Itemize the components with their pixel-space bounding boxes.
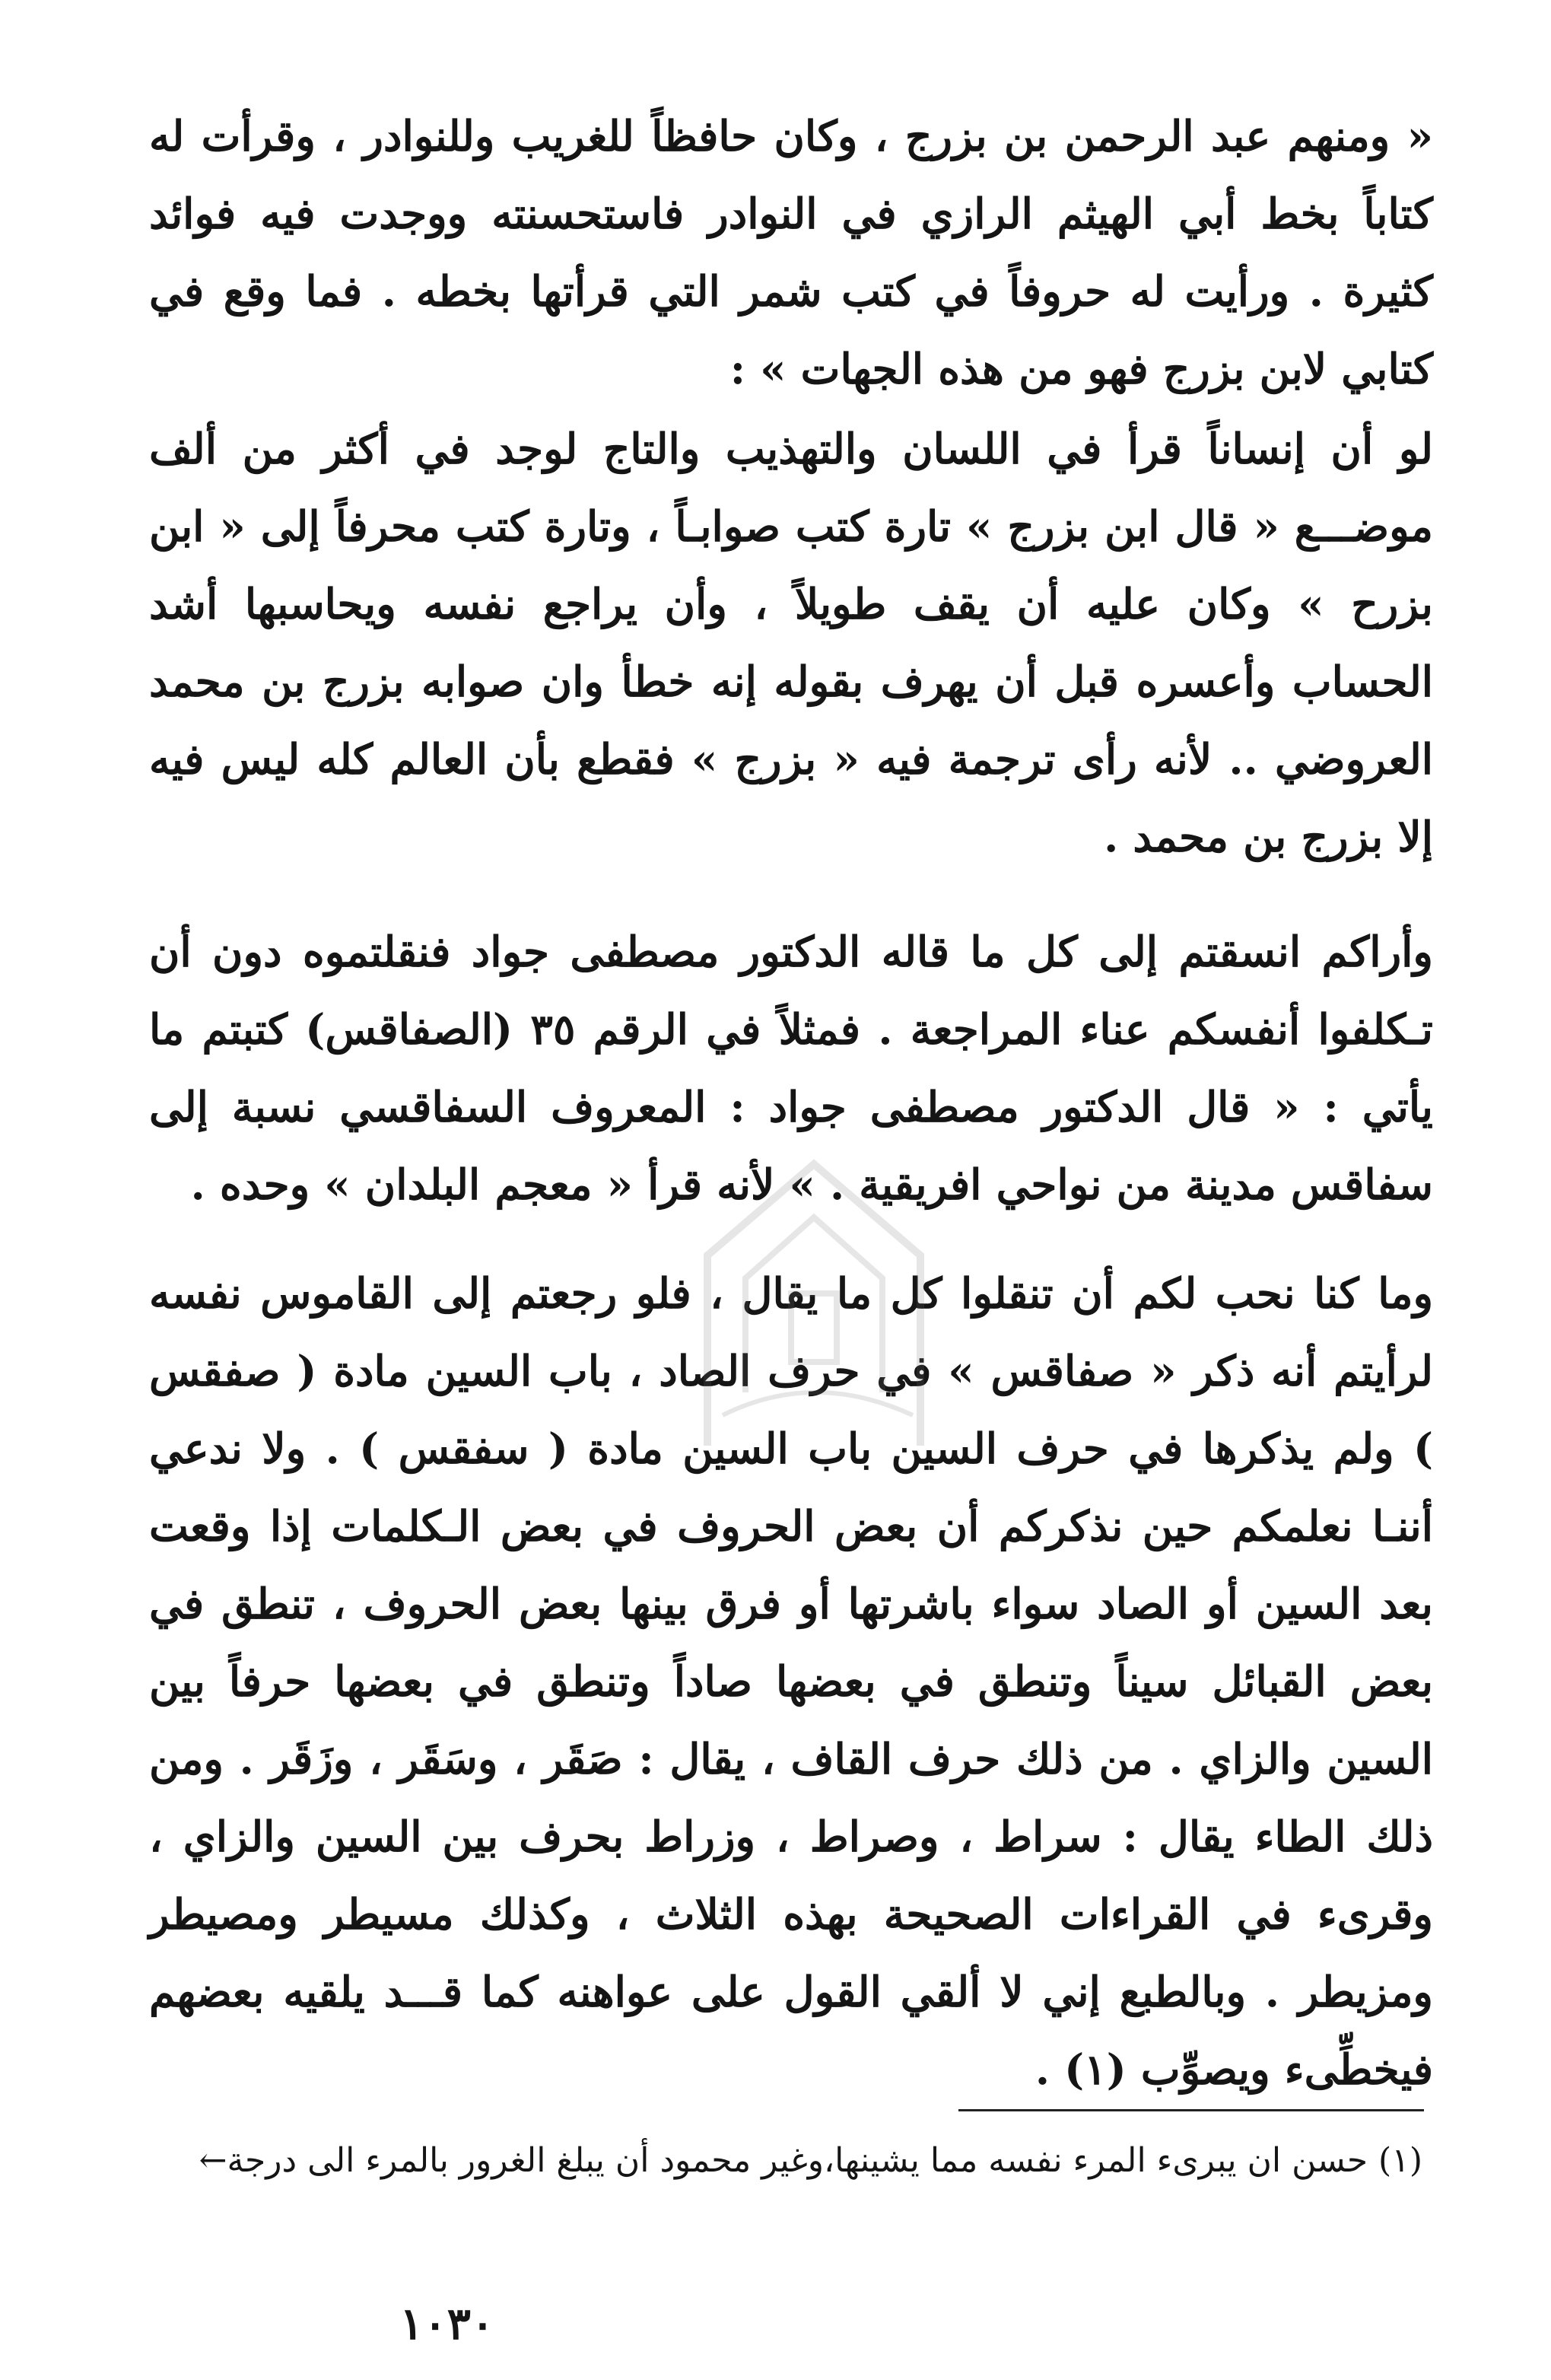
paragraph-4: وما كنا نحب لكم أن تنقلوا كل ما يقال ، فلو رجعتم إلى القاموس نفسه لرأيتم أنه ذكر « صفاقس » في حرف الصاد ، باب السين مادة ( صفقس ) ولم يذكرها في حرف السين باب السين مادة ( سفقس ) . ولا ندعي أننـا نعلمكم حين نذكركم أن بعض الحروف في بعض الـكلمات إذا وقعت بعد السين أو الصاد سواء باشرتها أو فرق بينها بعض الحروف ، تنطق في بعض القبائل سيناً وتنطق في بعضها صاداً وتنطق في بعضها حرفاً بين السين والزاي . من ذلك حرف القاف ، يقال : صَقَر ، وسَقَر ، وزَقَر . ومن ذلك الطاء يقال : سراط ، وصراط ، وزراط بحرف بين السين والزاي ، وقرىء في القراءات الصحيحة بهذه الثلاث ، وكذلك مسيطر ومصيطر ومزيطر . وبالطبع إني لا ألقي القول على عواهنه كما قـــد يلقيه بعضهم فيخطِّىء ويصوِّب (١) . [149,1268,1433,2094]
footnote-divider [958,2109,1424,2111]
library-seal-watermark-icon [662,1141,966,1461]
footnote-text: (١) حسن ان يبرىء المرء نفسه مما يشينها،وغير محمود أن يبلغ الغرور بالمرء الى درجة← [199,2141,1422,2180]
paragraph-2: لو أن إنساناً قرأ في اللسان والتهذيب والتاج لوجد في أكثر من ألف موضـــع « قال ابن بزرج » تارة كتب صوابـاً ، وتارة كتب محرفاً إلى « ابن بزرح » وكان عليه أن يقف طويلاً ، وأن يراجع نفسه ويحاسبها أشد الحساب وأعسره قبل أن يهرف بقوله إنه خطأ وان صوابه بزرج بن محمد العروضي .. لأنه رأى ترجمة فيه « بزرج » فقطع بأن العالم كله ليس فيه إلا بزرج بن محمد . [149,424,1433,861]
paragraph-3: وأراكم انسقتم إلى كل ما قاله الدكتور مصطفى جواد فنقلتموه دون أن تـكلفوا أنفسكم عناء المراجعة . فمثلاً في الرقم ٣٥ (الصفاقس) كتبتم ما يأتي : « قال الدكتور مصطفى جواد : المعروف السفاقسي نسبة إلى سفاقس مدينة من نواحي افريقية . » لأنه قرأ « معجم البلدان » وحده . [149,927,1433,1209]
paragraph-1: « ومنهم عبد الرحمن بن بزرج ، وكان حافظاً للغريب وللنوادر ، وقرأت له كتاباً بخط أبي الهيثم الرازي في النوادر فاستحسنته ووجدت فيه فوائد كثيرة . ورأيت له حروفاً في كتب شمر التي قرأتها بخطه . فما وقع في كتابي لابن بزرج فهو من هذه الجهات » : [149,111,1433,393]
page-number: ١٠٣٠ [399,2298,494,2350]
